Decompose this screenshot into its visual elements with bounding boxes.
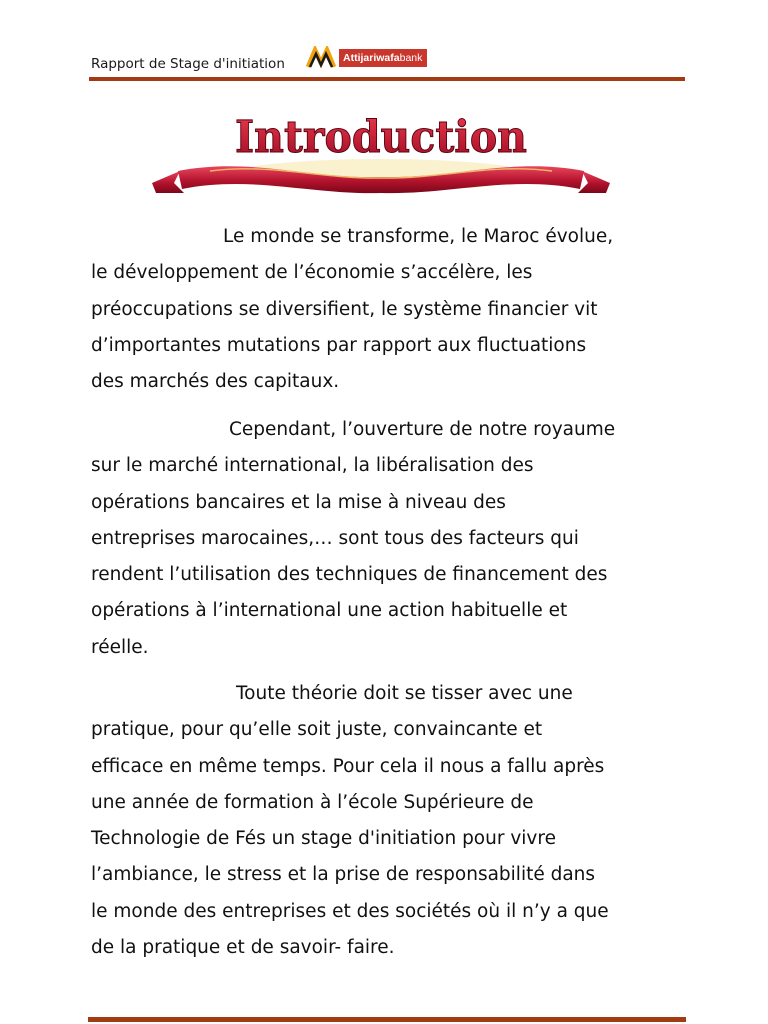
logo-suffix: bank xyxy=(399,52,423,64)
paragraph-line: des marchés des capitaux. xyxy=(91,371,340,393)
paragraph-line: opérations bancaires et la mise à niveau des xyxy=(91,491,506,513)
paragraph-line: Technologie de Fés un stage d'initiation pour vivre xyxy=(91,828,556,850)
paragraph-line: préoccupations se diversifient, le système financier vit xyxy=(91,298,598,320)
paragraph-line: Cependant, l’ouverture de notre royaume xyxy=(229,419,616,440)
paragraph-line: le développement de l’économie s’accélère, les xyxy=(91,262,533,284)
paragraph-line: efficace en même temps. Pour cela il nous a fallu après xyxy=(91,755,605,777)
paragraph-2 xyxy=(91,412,691,666)
paragraph-line: l’ambiance, le stress et la prise de responsabilité dans xyxy=(91,864,596,886)
paragraph-line: pratique, pour qu’elle soit juste, convaincante et xyxy=(91,719,543,741)
attijariwafa-logo-icon xyxy=(306,46,340,70)
paragraph-1 xyxy=(91,219,691,400)
logo-wordmark xyxy=(339,49,427,67)
logo-name: Attijariwafa xyxy=(343,52,400,64)
footer-rule xyxy=(88,1017,686,1022)
paragraph-line: Toute théorie doit se tisser avec une xyxy=(236,683,573,704)
header-rule xyxy=(89,77,685,81)
paragraph-3 xyxy=(91,676,691,966)
paragraph-line: entreprises marocaines,… sont tous des facteurs qui xyxy=(91,527,579,549)
banner-title: Introduction xyxy=(235,112,527,163)
paragraph-line: réelle. xyxy=(91,636,149,658)
attijariwafa-logo xyxy=(306,46,427,70)
paragraph-line: d’importantes mutations par rapport aux fluctuations xyxy=(91,334,587,356)
paragraph-line: rendent l’utilisation des techniques de financement des xyxy=(91,564,608,586)
paragraph-line: une année de formation à l’école Supérieure de xyxy=(91,791,534,813)
paragraph-line: opérations à l’international une action habituelle et xyxy=(91,600,568,622)
paragraph-line: de la pratique et de savoir- faire. xyxy=(91,937,395,959)
introduction-banner xyxy=(150,105,612,200)
paragraph-line: sur le marché international, la libéralisation des xyxy=(91,455,534,477)
header-title: Rapport de Stage d'initiation xyxy=(91,56,285,72)
paragraph-line: le monde des entreprises et des sociétés où il n’y a que xyxy=(91,900,609,922)
paragraph-line: Le monde se transforme, le Maroc évolue, xyxy=(223,226,614,247)
banner-ribbon xyxy=(150,105,612,200)
